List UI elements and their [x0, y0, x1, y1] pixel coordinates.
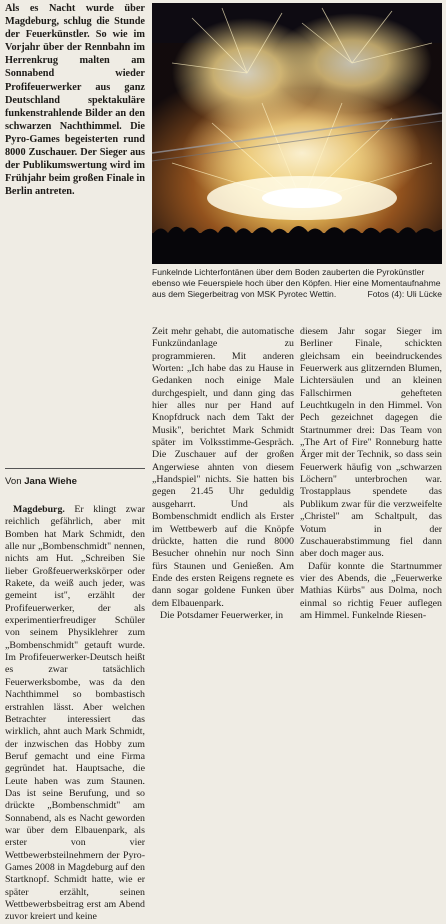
- article-column-3: [300, 326, 442, 621]
- dateline: Magdeburg.: [13, 504, 65, 515]
- byline-prefix: Von: [5, 476, 22, 487]
- column-2-text: Zeit mehr gehabt, die automatische Funkzündanlage zu programmieren. Mit anderen Worten: „Ich habe das zu Hause in Gedanken noch einige Male durchgespielt, und dann ging das hier alles nur per Hand auf Knopfdruck nach dem Takt der Musik", berichtet Mark Schmidt später im Volksstimme-Gespräch. Die Zuschauer auf der großen Angerwiese ahnten von diesem „Handspiel" nichts. Sie hatten bis gegen 21.45 Uhr geduldig ausgeharrt. Und als Bombenschmidt endlich als Erster im Wettbewerb auf die Knöpfe drückte, hatten die rund 8000 Besucher ohnehin nur noch Sinn fürs Staunen und Genießen. Am Ende des ersten Reigens regnete es dann sogar goldene Funken über dem Elbauenpark.: [152, 326, 294, 609]
- article-column-1: [5, 504, 145, 923]
- byline: [5, 476, 145, 487]
- photo-caption: [152, 267, 442, 300]
- column-3-text-b: Dafür konnte die Startnummer vier des Abends, die „Feuerwerke Mathias Kürbs" aus Dolma, noch einmal so richtig Feuer auflegen am Himmel. Funkelnde Riesen-: [300, 560, 442, 621]
- article-intro: Als es Nacht wurde über Magdeburg, schlug die Stunde der Feuerkünstler. So wie im Vorjahr über der Rennbahn im Herrenkrug malten am Sonnabend wieder Profifeuerwerker aus ganz Deutschland spektakuläre funkenstrahlende Bilder an den schwarzen Nachthimmel. Die Pyro-Games begeisterten rund 8000 Zuschauer. Der Sieger aus der Publikumswertung wird im Frühjahr beim großen Finale in Berlin antreten.: [5, 3, 145, 198]
- fireworks-photo: [152, 3, 442, 264]
- byline-divider-top: [5, 468, 145, 469]
- column-1-text: Er klingt zwar reichlich gefährlich, aber mit Bomben hat Mark Schmidt, den alle nur „Bombenschmidt" nennen, nichts am Hut. „Schreiben Sie lieber Großfeuerwerkskörper oder Rakete, da weiß auch jeder, was gemeint ist", erzählt der Profifeuerwerker, der als experimentierfreudiger Schüler von seinem Physiklehrer zum „Bombenschmidt" getauft wurde. Im Profifeuerwerker-Deutsch heißt es zwar tatsächlich Feuerwerksbombe, was da den Nachthimmel so bombastisch erstrahlen lässt. Aber welchen Betrachter interessiert das wirklich, ahnt auch Mark Schmidt, der inzwischen das Hobby zum Beruf gemacht und eine Firma gegründet hat. Hauptsache, die Leute haben was zum Staunen. Das ist seine Berufung, und so drückte „Bombenschmidt" am Sonnabend, als es Nacht geworden war über dem Elbauenpark, als erster von vier Wettbewerbsteilnehmern der Pyro-Games 2008 in Magdeburg auf den Startknopf. Schmidt hatte, wie er später erzählt, seinen Wettbewerbsbeitrag erst am Abend zuvor kreiert und keine: [5, 504, 145, 923]
- byline-author: Jana Wiehe: [24, 476, 77, 487]
- column-3-text: diesem Jahr sogar Sieger im Berliner Finale, schickten gleichsam ein beeindruckendes Feuerwerk aus glitzernden Blumen, Lichtersäulen und an kleinen Fallschirmen gehefteten Leuchtkugeln in den Himmel. Von Pech gezeichnet dagegen die Startnummer drei: Das Team von „The Art of Fire" Ronneburg hatte Ärger mit der Technik, so dass sein Feuerwerk häufig von „schwarzen Löchern" unterbrochen war. Trostapplaus spendete das Publikum zwar für die verzweifelte „Christel" am Schaltpult, das Votum in der Zuschauerabstimmung fiel dann aber doch mager aus.: [300, 326, 442, 560]
- fireworks-photo-image: [152, 3, 442, 264]
- article-column-2: [152, 326, 294, 621]
- column-2-text-b: Die Potsdamer Feuerwerker, in: [160, 609, 284, 621]
- photo-caption-text: Funkelnde Lichterfontänen über dem Boden zauberten die Pyrokünstler ebenso wie Feuerspiele hoch über den Köpfen. Hier eine Momentaufnahme aus dem Siegerbeitrag von MSK Pyrotec Wettin.: [152, 267, 441, 299]
- photo-credit: Fotos (4): Uli Lücke: [367, 289, 442, 299]
